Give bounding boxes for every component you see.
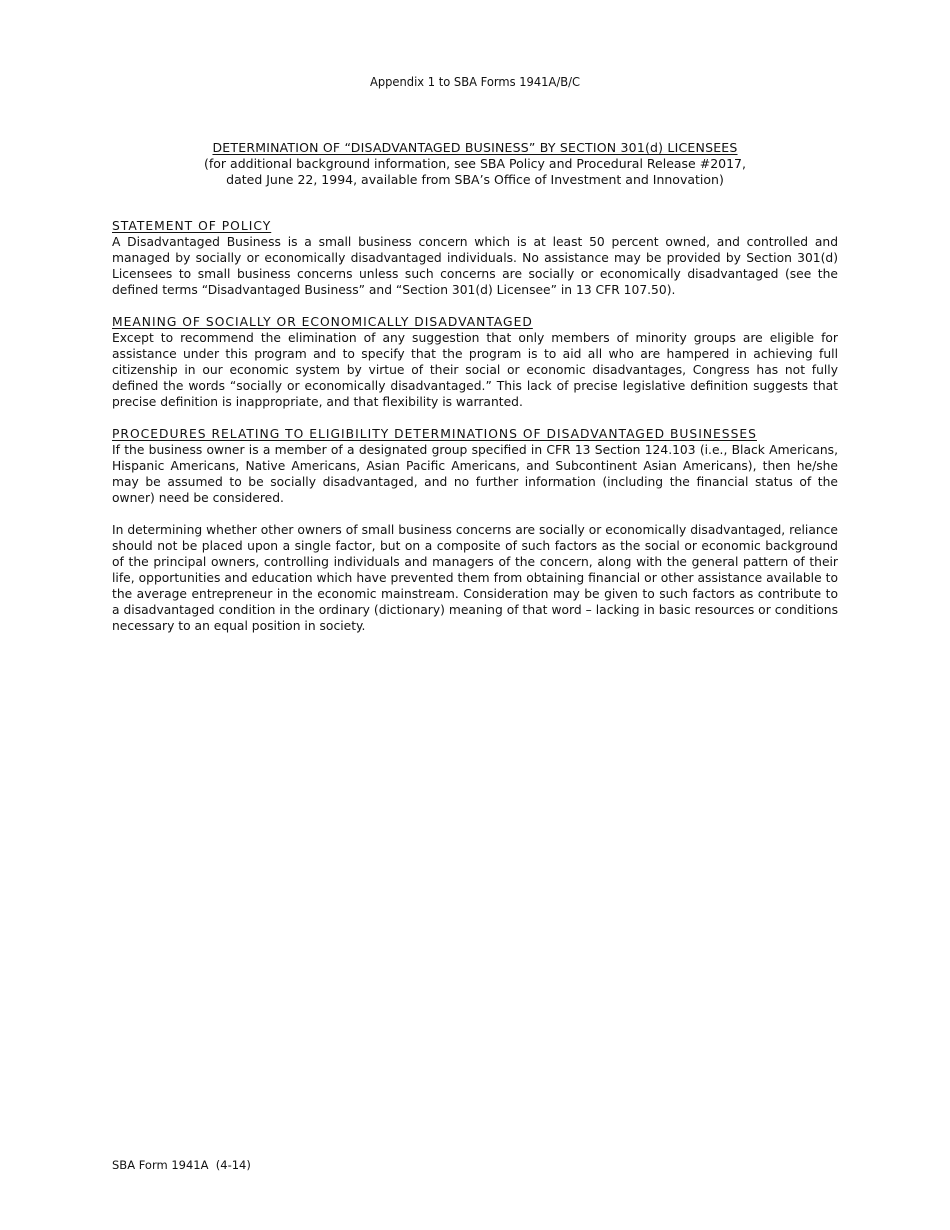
section-paragraph: A Disadvantaged Business is a small business concern which is at least 50 percent owned, and controlled and managed by socially or economically disadvantaged individuals. No assistance may be provided by Section 301(d) Licensees to small business concerns unless such concerns are socially or economically disadvantaged (see the defined terms “Disadvantaged Business” and “Section 301(d) Licensee” in 13 CFR 107.50). (112, 235, 838, 297)
appendix-label: Appendix 1 to SBA Forms 1941A/B/C (369, 74, 581, 89)
subtitle-line-1: (for additional background information, see SBA Policy and Procedural Release #2017, (204, 156, 746, 171)
section-heading: PROCEDURES RELATING TO ELIGIBILITY DETERMINATIONS OF DISADVANTAGED BUSINESSES (112, 427, 757, 441)
section-paragraph: In determining whether other owners of small business concerns are socially or economically disadvantaged, reliance should not be placed upon a single factor, but on a composite of such factors as the social or economic background of the principal owners, controlling individuals and managers of the concern, along with the general pattern of their life, opportunities and education which have prevented them from obtaining financial or other assistance available to the average entrepreneur in the economic mainstream. Consideration may be given to such factors as contribute to a disadvantaged condition in the ordinary (dictionary) meaning of that word – lacking in basic resources or conditions necessary to an equal position in society. (112, 523, 838, 633)
section-procedures (112, 426, 838, 634)
document-body (112, 218, 838, 650)
section-heading: MEANING OF SOCIALLY OR ECONOMICALLY DISADVANTAGED (112, 315, 533, 329)
form-footer: SBA Form 1941A (4-14) (112, 1158, 251, 1172)
section-meaning (112, 314, 838, 410)
section-paragraph: If the business owner is a member of a designated group specified in CFR 13 Section 124.103 (i.e., Black Americans, Hispanic Americans, Native Americans, Asian Pacific Americans, and Subcontinent Asian Americans), then he/she may be assumed to be socially disadvantaged, and no further information (including the financial status of the owner) need be considered. (112, 443, 838, 505)
document-title: DETERMINATION OF “DISADVANTAGED BUSINESS” BY SECTION 301(d) LICENSEES (212, 140, 738, 155)
title-block (0, 137, 950, 188)
section-paragraph: Except to recommend the elimination of any suggestion that only members of minority groups are eligible for assistance under this program and to specify that the program is to aid all who are hampered in achieving full citizenship in our economic system by virtue of their social or economic disadvantages, Congress has not fully defined the words “socially or economically disadvantaged.” This lack of precise legislative definition suggests that precise definition is inappropriate, and that flexibility is warranted. (112, 331, 838, 409)
section-statement-of-policy (112, 218, 838, 298)
section-heading: STATEMENT OF POLICY (112, 219, 272, 233)
subtitle-line-2: dated June 22, 1994, available from SBA’s Office of Investment and Innovation) (226, 172, 724, 187)
